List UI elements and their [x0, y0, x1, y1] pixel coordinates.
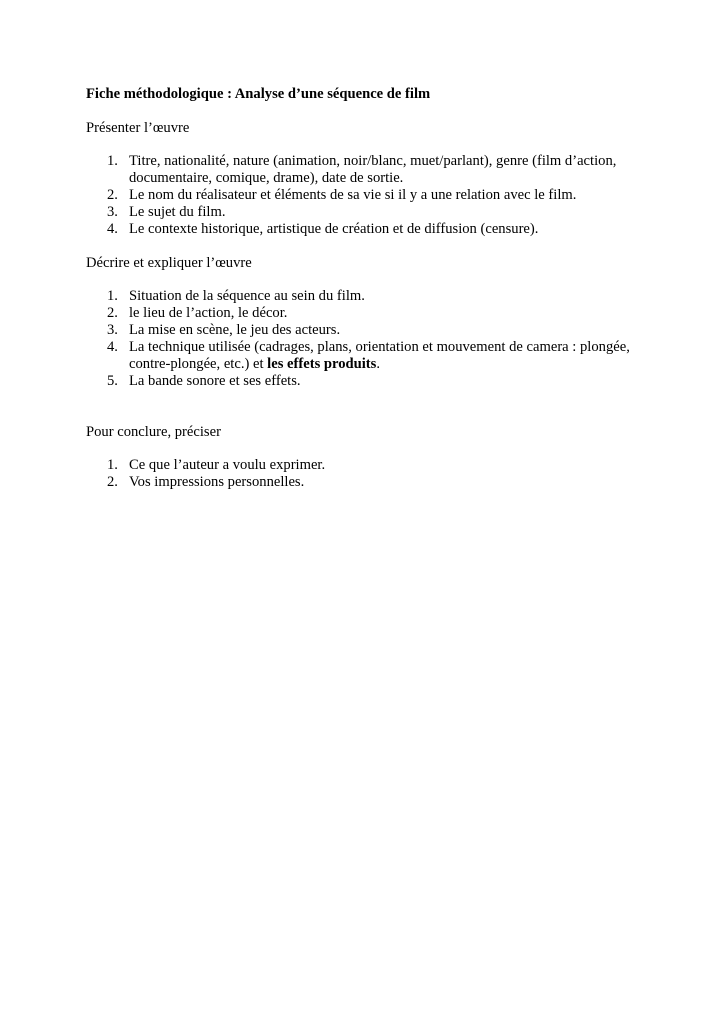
- list-item-text-part: .: [376, 356, 381, 372]
- list-item-text-part: La technique utilisée (cadrages, plans, orientation et mouvement de camera : plongée, contre-plongée, etc.) et: [129, 339, 630, 372]
- list-item-text: Le sujet du film.: [129, 204, 226, 220]
- list-item-text: [129, 339, 645, 373]
- list-item-number: 5.: [107, 373, 118, 389]
- list-item-text: Titre, nationalité, nature (animation, noir/blanc, muet/parlant), genre (film d’action, documentaire, comique, drame), date de sortie.: [129, 153, 617, 186]
- list-item-text: Le contexte historique, artistique de création et de diffusion (censure).: [129, 221, 539, 237]
- list-item-number: 2.: [107, 474, 118, 490]
- list-item-number: 4.: [107, 221, 118, 237]
- list-item: [0, 373, 645, 390]
- list-item: [0, 187, 645, 204]
- list-item-number: 2.: [107, 187, 118, 203]
- list-item: [0, 339, 645, 373]
- list-item-number: 3.: [107, 322, 118, 338]
- list-item: [0, 305, 645, 322]
- list-item-text: Situation de la séquence au sein du film.: [129, 288, 365, 304]
- section-heading-decrire: Décrire et expliquer l’œuvre: [86, 255, 252, 271]
- list-item: [0, 457, 645, 474]
- list-item-text: Ce que l’auteur a voulu exprimer.: [129, 457, 326, 473]
- list-item-text: La bande sonore et ses effets.: [129, 373, 301, 389]
- list-item-number: 1.: [107, 288, 118, 304]
- list-item-number: 4.: [107, 339, 118, 355]
- list-decrire: [0, 288, 645, 390]
- list-item-text: La mise en scène, le jeu des acteurs.: [129, 322, 341, 338]
- section-heading-conclure: Pour conclure, préciser: [86, 424, 221, 440]
- list-item: [0, 204, 645, 221]
- list-item: [0, 474, 645, 491]
- list-presenter: [0, 153, 645, 238]
- list-item: [0, 322, 645, 339]
- list-item-number: 1.: [107, 153, 118, 169]
- list-item-text: Le nom du réalisateur et éléments de sa vie si il y a une relation avec le film.: [129, 187, 577, 203]
- list-item-number: 2.: [107, 305, 118, 321]
- list-item-number: 1.: [107, 457, 118, 473]
- document-title: Fiche méthodologique : Analyse d’une séquence de film: [86, 86, 431, 102]
- list-conclure: [0, 457, 645, 491]
- list-item-number: 3.: [107, 204, 118, 220]
- list-item-text: Vos impressions personnelles.: [129, 474, 305, 490]
- list-item: [0, 221, 645, 238]
- list-item: [0, 288, 645, 305]
- list-item-text: le lieu de l’action, le décor.: [129, 305, 288, 321]
- section-heading-presenter: Présenter l’œuvre: [86, 120, 190, 136]
- list-item: [0, 153, 645, 187]
- emphasized-text: les effets produits: [267, 356, 377, 372]
